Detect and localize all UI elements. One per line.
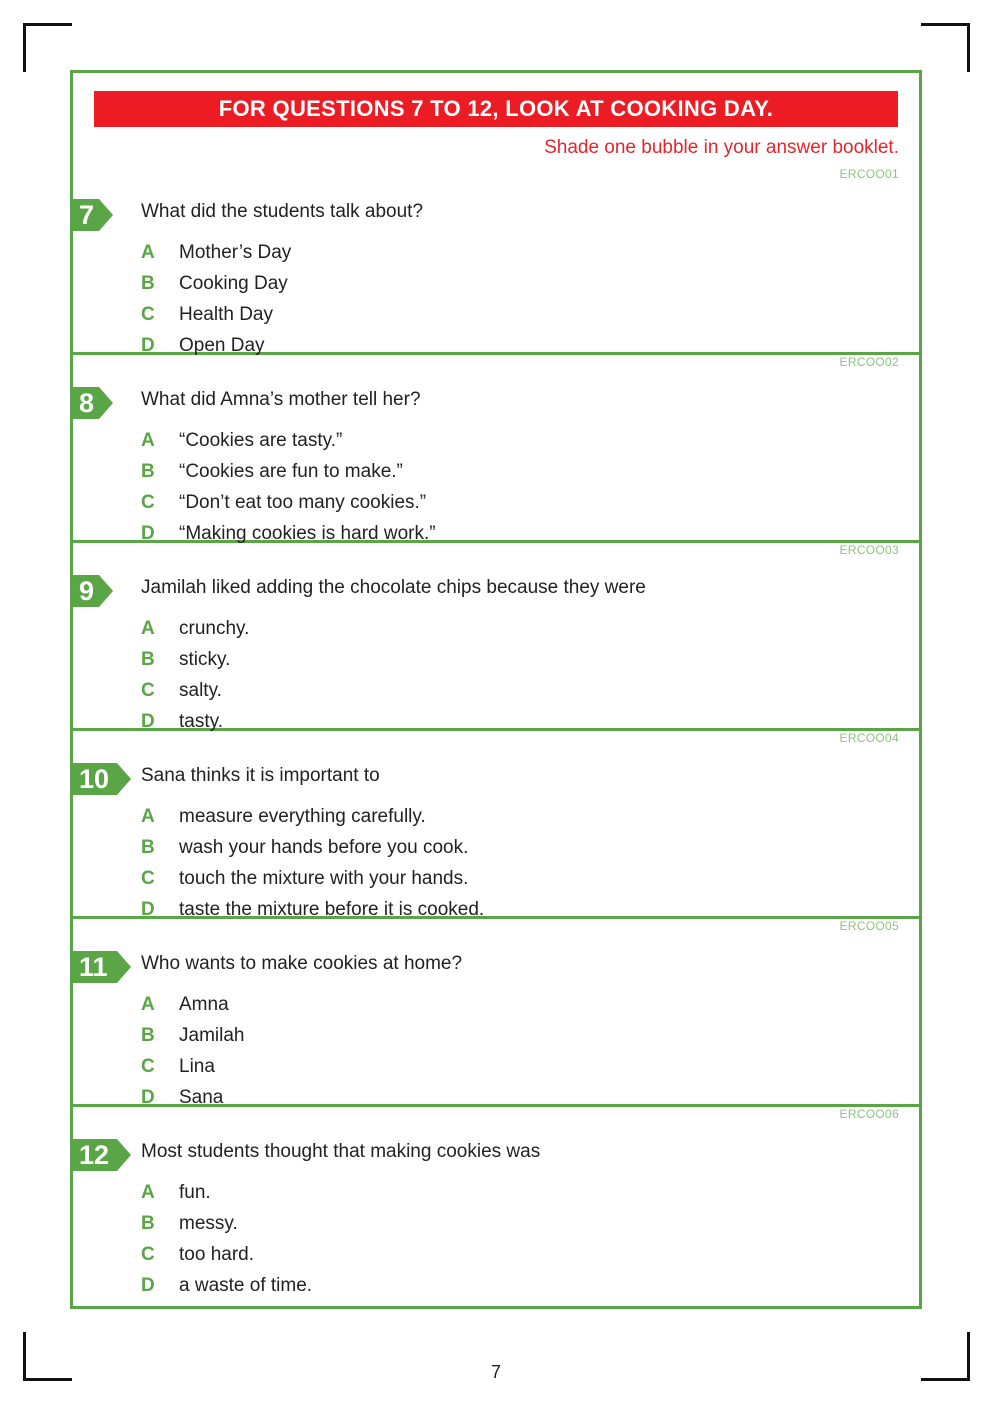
question-code: ERCOO02: [839, 355, 899, 369]
option-letter: C: [141, 303, 155, 325]
option-text: sticky.: [179, 648, 231, 670]
option-text: a waste of time.: [179, 1274, 313, 1296]
option-text: crunchy.: [179, 617, 250, 639]
option-letter: B: [141, 272, 155, 294]
option-c: [141, 1051, 244, 1082]
question-stem: What did the students talk about?: [141, 201, 424, 222]
option-c: [141, 863, 484, 894]
option-text: messy.: [179, 1212, 238, 1234]
option-text: “Making cookies is hard work.”: [179, 522, 436, 544]
option-letter: B: [141, 648, 155, 670]
option-letter: C: [141, 867, 155, 889]
crop-mark-top-right: [921, 23, 970, 72]
question-code: ERCOO04: [839, 731, 899, 745]
instruction-text: Shade one bubble in your answer booklet.: [544, 137, 899, 158]
question-stem: Jamilah liked adding the chocolate chips because they were: [141, 577, 646, 598]
option-letter: A: [141, 241, 155, 263]
page-number: 7: [490, 1362, 501, 1382]
option-c: [141, 1239, 312, 1270]
option-b: [141, 644, 249, 675]
question-code: ERCOO05: [839, 919, 899, 933]
answer-options: [141, 613, 249, 737]
option-d: [141, 1270, 312, 1301]
option-a: [141, 425, 436, 456]
question-number-badge: 12: [73, 1139, 117, 1171]
option-letter: A: [141, 429, 155, 451]
option-text: measure everything carefully.: [179, 805, 426, 827]
option-b: [141, 456, 436, 487]
option-b: [141, 1208, 312, 1239]
option-text: “Cookies are fun to make.”: [179, 460, 403, 482]
option-text: Amna: [179, 993, 229, 1015]
option-letter: D: [141, 898, 155, 920]
question-frame: [70, 70, 922, 1309]
option-letter: C: [141, 1055, 155, 1077]
option-b: [141, 1020, 244, 1051]
option-text: “Don’t eat too many cookies.”: [179, 491, 427, 513]
option-text: “Cookies are tasty.”: [179, 429, 343, 451]
answer-options: [141, 425, 436, 549]
option-letter: A: [141, 1181, 155, 1203]
question-number-badge: 8: [73, 387, 99, 419]
crop-mark-top-left: [23, 23, 72, 72]
question-stem: Sana thinks it is important to: [141, 765, 380, 786]
option-a: [141, 801, 484, 832]
option-letter: C: [141, 1243, 155, 1265]
option-text: tasty.: [179, 710, 223, 732]
option-letter: D: [141, 1274, 155, 1296]
answer-options: [141, 1177, 312, 1301]
answer-options: [141, 989, 244, 1113]
option-text: Sana: [179, 1086, 224, 1108]
option-letter: C: [141, 491, 155, 513]
option-letter: B: [141, 460, 155, 482]
question-10: [73, 731, 919, 919]
question-code: ERCOO06: [839, 1107, 899, 1121]
option-text: Open Day: [179, 334, 265, 356]
option-letter: D: [141, 334, 155, 356]
question-11: [73, 919, 919, 1107]
option-text: salty.: [179, 679, 222, 701]
option-letter: B: [141, 1212, 155, 1234]
question-code: ERCOO03: [839, 543, 899, 557]
answer-options: [141, 801, 484, 925]
option-text: Cooking Day: [179, 272, 288, 294]
option-a: [141, 989, 244, 1020]
option-letter: B: [141, 1024, 155, 1046]
question-12: [73, 1107, 919, 1295]
question-stem: Most students thought that making cookies was: [141, 1141, 541, 1162]
question-number-badge: 11: [73, 951, 117, 983]
option-letter: D: [141, 522, 155, 544]
option-text: too hard.: [179, 1243, 254, 1265]
question-number-badge: 9: [73, 575, 99, 607]
question-number-badge: 7: [73, 199, 99, 231]
option-text: fun.: [179, 1181, 211, 1203]
section-banner: FOR QUESTIONS 7 TO 12, LOOK AT COOKING DAY.: [94, 91, 898, 127]
option-text: wash your hands before you cook.: [179, 836, 469, 858]
question-code: ERCOO01: [839, 167, 899, 181]
option-b: [141, 268, 291, 299]
option-letter: A: [141, 993, 155, 1015]
option-text: touch the mixture with your hands.: [179, 867, 469, 889]
option-text: Mother’s Day: [179, 241, 292, 263]
option-text: Lina: [179, 1055, 215, 1077]
question-9: [73, 543, 919, 731]
option-a: [141, 613, 249, 644]
option-a: [141, 237, 291, 268]
option-text: Health Day: [179, 303, 273, 325]
option-letter: D: [141, 710, 155, 732]
option-letter: A: [141, 617, 155, 639]
option-a: [141, 1177, 312, 1208]
option-letter: A: [141, 805, 155, 827]
option-letter: D: [141, 1086, 155, 1108]
option-text: Jamilah: [179, 1024, 245, 1046]
question-stem: Who wants to make cookies at home?: [141, 953, 463, 974]
question-7: [73, 167, 919, 355]
option-text: taste the mixture before it is cooked.: [179, 898, 485, 920]
answer-options: [141, 237, 291, 361]
option-letter: C: [141, 679, 155, 701]
option-b: [141, 832, 484, 863]
question-8: [73, 355, 919, 543]
option-letter: B: [141, 836, 155, 858]
question-number-badge: 10: [73, 763, 117, 795]
option-c: [141, 675, 249, 706]
option-c: [141, 299, 291, 330]
option-c: [141, 487, 436, 518]
question-stem: What did Amna’s mother tell her?: [141, 389, 421, 410]
